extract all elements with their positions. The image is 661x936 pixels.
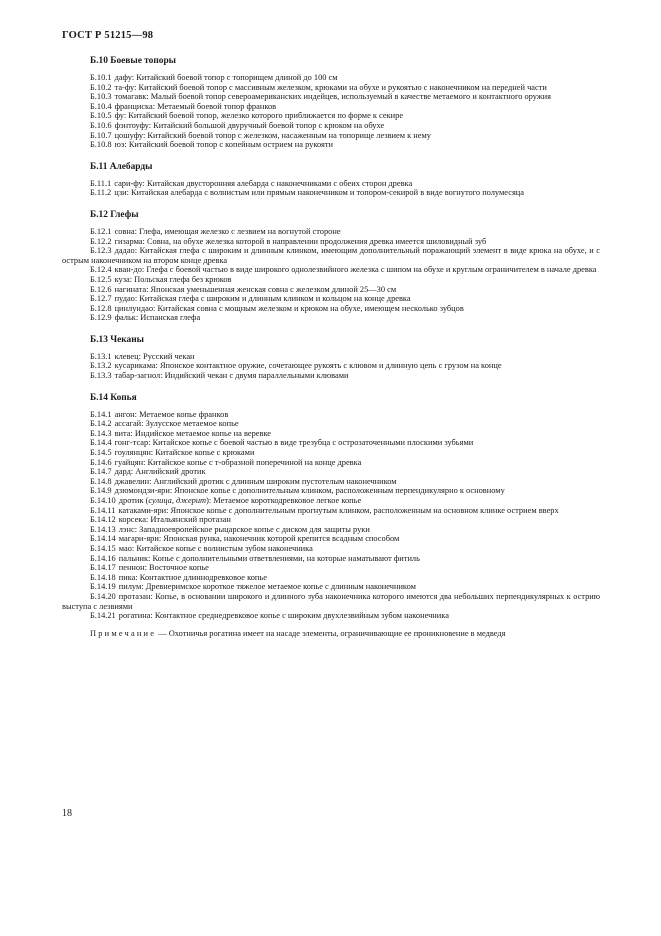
entry-text: пилум: Древнеримское короткое тяжелое метаемое копье с длинным наконечником <box>118 582 416 592</box>
entry-text: пудао: Китайская глефа с широким и длинным клинком и кольцом на конце древка <box>114 294 411 304</box>
entry-text: пика: Контактное длиннодревковое копье <box>118 572 267 582</box>
term-entry <box>62 477 600 487</box>
entry-number: Б.14.1 <box>90 409 112 419</box>
term-entry <box>62 582 600 592</box>
term-entry <box>62 294 600 304</box>
term-entry <box>62 544 600 554</box>
note-label: Примечание <box>90 628 157 638</box>
entry-number: Б.12.5 <box>90 274 112 284</box>
term-entry <box>62 525 600 535</box>
entry-number: Б.10.1 <box>90 73 112 82</box>
term-entry <box>62 554 600 564</box>
entry-number: Б.14.13 <box>90 524 116 534</box>
entry-number: Б.14.18 <box>90 572 116 582</box>
term-entry <box>62 458 600 468</box>
term-entry <box>62 534 600 544</box>
entry-text: юэ: Китайский боевой топор с копейным острием на рукояти <box>114 140 334 150</box>
term-entry <box>62 237 600 247</box>
entry-text-part: сулица, джерит <box>148 496 207 505</box>
term-entry <box>62 188 600 198</box>
entry-text: фэнтоуфу: Китайский большой двуручный боевой топор с крюком на обухе <box>114 120 385 130</box>
section-title: Б.13 Чеканы <box>90 334 144 345</box>
entry-text: дафу: Китайский боевой топор с топорищем длиной до 100 см <box>114 73 338 82</box>
term-entry <box>62 515 600 525</box>
term-entry <box>62 227 600 237</box>
note-text: — Охотничья рогатина имеет на насаде элементы, ограничивающие ее проникновение в медведя <box>156 628 506 638</box>
section <box>62 162 600 198</box>
page-number: 18 <box>62 808 72 819</box>
entry-text: табар-загнол: Индийский чекан с двумя параллельными клювами <box>114 371 349 381</box>
entry-text: ассагай: Зулусское метаемое копье <box>114 419 239 429</box>
term-entry <box>62 265 600 275</box>
entry-text: ангон: Метаемое копье франков <box>114 409 229 419</box>
entry-text: катаками-яри: Японское копье с дополнительным прогнутым клинком, расположенным на основном клинке острием вверх <box>118 505 559 515</box>
entry-text: нагината: Японская уменьшенная женская совна с железком длиной 25—30 см <box>114 284 397 294</box>
term-entry <box>62 179 600 189</box>
section-title: Б.14 Копья <box>90 392 137 403</box>
entry-number: Б.12.3 <box>90 246 112 256</box>
entry-text: цзи: Китайская алебарда с волнистым или прямым наконечником и топором-секирой в виде вогнутого полумесяца <box>114 188 524 198</box>
entry-text: гонг-тсар: Китайское копье с боевой частью в виде трезубца с острозаточенными плоскими зубьями <box>114 438 474 448</box>
entry-text: совна: Глефа, имеющая железко с лезвием на вогнутой стороне <box>114 226 341 236</box>
entry-text: гуайцян: Китайское копье с т-образной поперечиной на конце древка <box>114 457 362 467</box>
entry-number: Б.14.21 <box>90 611 116 621</box>
entry-text: пальник: Копье с дополнительными ответвлениями, на которые наматывают фитиль <box>118 553 420 563</box>
entry-number: Б.14.6 <box>90 457 112 467</box>
entry-text: фу: Китайский боевой топор, железко которого приближается по форме к секире <box>114 111 404 121</box>
document-page <box>62 30 600 638</box>
document-code: ГОСТ Р 51215—98 <box>62 30 154 41</box>
term-entry <box>62 592 600 611</box>
entry-number: Б.14.15 <box>90 543 116 553</box>
term-entry <box>62 111 600 121</box>
entry-text: сари-фу: Китайская двусторонняя алебарда с наконечниками с обеих сторон древка <box>114 178 413 188</box>
section-title: Б.10 Боевые топоры <box>90 56 176 66</box>
entry-text: фальк: Испанская глефа <box>114 313 201 323</box>
entry-text: дзюмондзи-яри: Японское копье с дополнительным клинком, расположенным перпендикулярно к основному <box>114 486 505 496</box>
entry-number: Б.14.11 <box>90 505 116 515</box>
term-entry <box>62 140 600 150</box>
entry-number: Б.14.12 <box>90 515 116 525</box>
term-entry <box>62 275 600 285</box>
entry-number: Б.14.14 <box>90 534 116 544</box>
entry-number: Б.11.2 <box>90 188 112 198</box>
entry-number: Б.12.6 <box>90 284 112 294</box>
entry-text: гоулянцян: Китайское копье с крюками <box>114 448 255 458</box>
entry-text: кван-до: Глефа с боевой частью в виде широкого однолезвийного железка с шипом на обухе и круглым ограничителем в начале древка <box>114 265 597 275</box>
entry-text: корсека: Итальянский протазан <box>118 515 231 525</box>
entry-text: рогатина: Контактное среднедревковое копье с широким двухлезвийным зубом наконечника <box>118 611 449 621</box>
entry-number: Б.13.2 <box>90 361 112 371</box>
term-entry <box>62 419 600 429</box>
entry-number: Б.14.5 <box>90 448 112 458</box>
section <box>62 210 600 323</box>
entry-number: Б.12.9 <box>90 313 112 323</box>
entry-number: Б.12.1 <box>90 226 112 236</box>
term-entry <box>62 611 600 621</box>
term-entry <box>62 448 600 458</box>
entry-number: Б.14.9 <box>90 486 112 496</box>
entry-number: Б.10.5 <box>90 111 112 121</box>
term-entry <box>62 467 600 477</box>
entry-number: Б.14.4 <box>90 438 112 448</box>
term-entry <box>62 429 600 439</box>
entry-text: дадао: Китайская глефа с широким и длинным клинком, имеющим дополнительный поражающий элемент в виде крюка на обухе, и с острым наконечником на втором конце древка <box>62 246 600 265</box>
term-entry <box>62 573 600 583</box>
entry-text: кусарикама: Японское контактное оружие, сочетающее рукоять с клювом и длинную цепь с грузом на конце <box>114 361 502 371</box>
entry-number: Б.14.10 <box>90 496 116 505</box>
entry-text: джавелин: Английский дротик с длинным широким пустотелым наконечником <box>114 476 397 486</box>
entry-text: франциска: Метаемый боевой топор франков <box>114 101 277 111</box>
entry-number: Б.14.2 <box>90 419 112 429</box>
term-entry <box>62 563 600 573</box>
entry-number: Б.14.8 <box>90 476 112 486</box>
sections-container <box>62 56 600 621</box>
entry-number: Б.12.2 <box>90 236 112 246</box>
entry-text: протазан: Копье, в основании широкого и длинного зуба наконечника которого имеются два небольших перпендикулярных к острию выступа с лезвиями <box>62 591 600 611</box>
entry-text: та-фу: Китайский боевой топор с массивным железком, крюками на обухе и рукоятью с наконечником на передней части <box>114 82 547 92</box>
entry-text: цошуфу: Китайский боевой топор с железком, насаженным на топорище лезвием к нему <box>114 130 431 140</box>
entry-text: дард: Английский дротик <box>114 467 206 477</box>
entry-text: лэнс: Западноевропейское рыцарское копье с диском для защиты руки <box>118 524 370 534</box>
section <box>62 56 600 150</box>
term-entry <box>62 352 600 362</box>
term-entry <box>62 246 600 265</box>
entry-number: Б.12.8 <box>90 303 112 313</box>
entry-text-part: дротик ( <box>118 496 149 505</box>
term-entry <box>62 102 600 112</box>
term-entry <box>62 92 600 102</box>
entry-text-part: ): Метаемое короткодревковое легкое копье <box>206 496 362 505</box>
entry-number: Б.10.8 <box>90 140 112 150</box>
entry-text: клевец: Русский чекан <box>114 351 195 361</box>
term-entry <box>62 496 600 506</box>
term-entry <box>62 410 600 420</box>
entry-number: Б.13.3 <box>90 371 112 381</box>
section <box>62 393 600 621</box>
entry-number: Б.11.1 <box>90 178 112 188</box>
term-entry <box>62 73 600 83</box>
term-entry <box>62 285 600 295</box>
term-entry <box>62 438 600 448</box>
entry-text: магари-яри: Японская рунка, наконечник которой крепится вcадным способом <box>118 534 400 544</box>
entry-number: Б.14.3 <box>90 428 112 438</box>
entry-number: Б.14.7 <box>90 467 112 477</box>
entry-number: Б.12.7 <box>90 294 112 304</box>
entry-number: Б.14.17 <box>90 563 116 573</box>
entry-number: Б.10.4 <box>90 101 112 111</box>
entry-number: Б.10.2 <box>90 82 112 92</box>
entry-text: куза: Польская глефа без крюков <box>114 274 232 284</box>
entry-number: Б.14.19 <box>90 582 116 592</box>
term-entry <box>62 121 600 131</box>
entry-number: Б.12.4 <box>90 265 112 275</box>
entry-number: Б.10.3 <box>90 92 112 102</box>
entry-text: цинлундао: Китайская совна с мощным железком и крюком на обухе, имеющем несколько зубцов <box>114 303 464 313</box>
note <box>62 629 600 639</box>
term-entry <box>62 304 600 314</box>
section <box>62 335 600 381</box>
entry-number: Б.14.16 <box>90 553 116 563</box>
entry-text: мао: Китайское копье с волнистым зубом наконечника <box>118 543 313 553</box>
term-entry <box>62 371 600 381</box>
term-entry <box>62 361 600 371</box>
entry-text: томагавк: Малый боевой топор североамериканских индейцев, используемый в качестве метаемого и контактного оружия <box>114 92 551 102</box>
term-entry <box>62 486 600 496</box>
term-entry <box>62 131 600 141</box>
entry-number: Б.10.7 <box>90 130 112 140</box>
term-entry <box>62 506 600 516</box>
entry-number: Б.14.20 <box>90 591 116 601</box>
entry-number: Б.13.1 <box>90 351 112 361</box>
entry-number: Б.10.6 <box>90 120 112 130</box>
term-entry <box>62 83 600 93</box>
entry-text: вита: Индийское метаемое копье на веревке <box>114 428 272 438</box>
entry-text: гизарма: Совна, на обухе железка которой в направлении продолжения древка имеется шиловидный зуб <box>114 236 487 246</box>
entry-text: пеннон: Восточное копье <box>118 563 209 573</box>
term-entry <box>62 313 600 323</box>
section-title: Б.11 Алебарды <box>90 161 153 172</box>
section-title: Б.12 Глефы <box>90 209 139 220</box>
